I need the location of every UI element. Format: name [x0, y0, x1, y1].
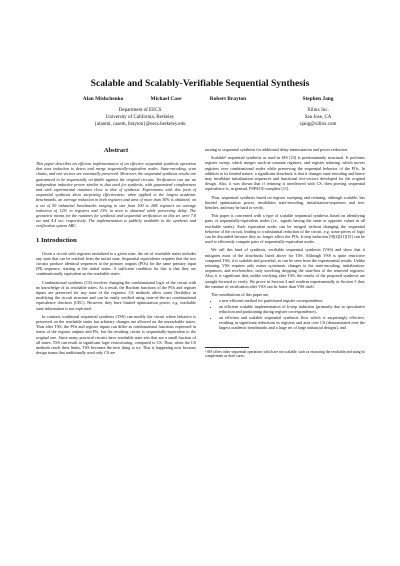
right-paragraph-3: Thus, sequential synthesis based on register sweeping and retiming, although scalable, has limited optimization power, invalidates state-encoding, initialization-sequences and test-benches, and may be hard to verify.	[205, 194, 365, 211]
affiliation-emails: {alanmi, casem, brayton}@eecs.berkeley.edu	[94, 122, 186, 128]
footnote-rule	[205, 347, 249, 348]
left-column	[36, 147, 196, 356]
list-item: • an efficient and scalable sequential synthesis flow which is surprisingly effective, resulting in significant reductions in registers and area over CS (demonstrated over the largest academic benchmarks and a large set of large industrial designs), and	[219, 315, 365, 331]
author-2: Michael Case	[150, 96, 182, 102]
intro-paragraph-3: In contrast, traditional sequential synthesis (TSS) can modify the circuit where behavior is preserved on the reachable states but arbitrary changes are allowed on the unreachable states. Thus after TSS, the POs and register inputs can differ as combinational functions expressed in terms of the register outputs and PIs, but the resulting circuit is sequentially-equivalent to the original one. Since many practical circuits have reachable state sets that are a small fraction of all states, TSS can result in significant logic restructuring, compared to CS. Thus, when the CS methods reach their limits, TSS becomes the next thing to try. This is happening now because design teams that traditionally used only CS are	[36, 313, 196, 356]
affiliation-city: San Jose, CA	[304, 115, 332, 121]
affiliation-right	[272, 107, 364, 129]
right-paragraph-2: Scalable¹ sequential synthesis as used in SIS [23] is predominantly structural. It performs register sweep, which merges stuck-at-constant registers, and register retiming, which moves registers over combinational nodes while preserving the sequential behavior of the POs. In addition to its limited nature, a significant drawback is that it changes state encoding and hence may invalidate initialization sequences and functional test-vectors developed for the original design. Also, it was shown that if retiming is interleaved with CS, then proving sequential equivalence is, in general, PSPACE-complete [11].	[205, 155, 365, 192]
list-item: • a new efficient method for partitioned register correspondence,	[219, 298, 365, 303]
list-item: • an efficient scalable implementation of k-step induction (primarily due to speculative reduction and partitioning during register correspondence),	[219, 304, 365, 314]
affiliation-email: sjang@xilinx.com	[299, 122, 337, 128]
contributions-intro: The contributions of this paper are,	[211, 292, 270, 298]
author-1: Alan Mishchenko	[82, 96, 124, 102]
footnote: ¹ SIS offers other sequential operations which are not scalable, such as extracting the reachable and using its complement as don't cares.	[205, 349, 365, 359]
intro-paragraph-1: Given a circuit with registers initialized to a given state, the set of reachable states includes any state that can be reached from the initial state. Sequential equivalence requires that the two circuits produce identical sequences at the primary outputs (POs) for the same primary input (PI) sequence, starting at the initial states. A sufficient condition for this is that they are combinationally equivalent on the reachable states.	[36, 250, 196, 277]
abstract-heading: Abstract	[103, 147, 129, 154]
right-paragraph-4: This paper is concerned with a type of scalable sequential synthesis based on identifying pairs of sequentially-equivalent nodes (i.e., signals having the same or opposite values in all reachable states). Such equivalent nodes can be merged without changing the sequential behavior of the circuit, leading to a substantial reduction of the circuit, e.g. some pieces of logic can be discarded because they no longer affect the POs. k-step induction [9][4][21][15] can be used to efficiently compute pairs of sequentially-equivalent nodes.	[205, 213, 365, 245]
contributions-list	[205, 298, 365, 330]
paper-title: Scalable and Scalably-Verifiable Sequential Synthesis	[90, 78, 310, 89]
author-3: Robert Brayton	[209, 96, 247, 102]
intro-heading: 1 Introduction	[36, 236, 77, 244]
right-paragraph-1: turning to sequential synthesis for additional delay minimization and power reduction.	[205, 147, 348, 152]
abstract-text: This paper describes an efficient implementation of an effective sequential synthesis operation that uses induction to detect and merge sequentially-equivalent nodes. State-encoding, scan chains, and test vectors are essentially preserved. Moreover, the sequential synthesis results are guaranteed to be sequentially verifiable against the original circuits. Verification can use an independent inductive prover similar to that used for synthesis, with guaranteed completeness and with experimental runtimes close to that of synthesis. Experiments with this form of sequential synthesis show surprising effectiveness: when applied to the largest academic benchmarks, an average reduction in both registers and area of more than 30% is obtained; on a set of 50 industrial benchmarks ranging in size from 100 to 20K registers an average reduction of 12% in registers and 15% in area is obtained while preserving delay. The geometric means for the runtimes for synthesis and sequential verification on this set were 7.8 sec and 4.4 sec, respectively. The implementation is publicly available in the synthesis and verification system ABC.	[36, 161, 196, 229]
affiliation-department: Department of EECS	[118, 108, 162, 113]
affiliation-university: University of California, Berkeley	[105, 115, 175, 121]
intro-paragraph-2: Combinational synthesis (CS) involves changing the combinational logic of the circuit with no knowledge of its reachable states. As a result, the Boolean functions of the POs and register inputs are preserved for any state of the registers. CS methods allow some flexibility in modifying the circuit structure and can be easily verified using state-of-the-art combinational equivalence checkers (CEC). However, they have limited optimization power, e.g. reachable state information is not exploited.	[36, 279, 196, 311]
right-paragraph-5: We call this kind of synthesis, verifiable sequential synthesis (VSS) and show that it mitigates most of the drawbacks listed above for TSS. Although VSS is quite restrictive compared TSS, it is scalable and powerful, as can be seen from the experimental results. Unlike retiming, VSS requires only minor systematic changes to the state-encoding, initialization-sequences, and test-benches, only involving dropping the state-bits of the removed registers. Also, it is significant that, unlike verifying after TSS, the results of the proposed synthesis are straight-forward to verify. We prove in Section 4 and confirm experimentally in Section 5 that, the runtime of verification after VSS can be faster than VSS itself.	[205, 247, 365, 289]
right-column	[205, 147, 365, 359]
author-4: Stephen Jang	[302, 96, 334, 102]
affiliation-company: Xilinx Inc.	[307, 108, 329, 113]
affiliation-left	[70, 107, 210, 129]
